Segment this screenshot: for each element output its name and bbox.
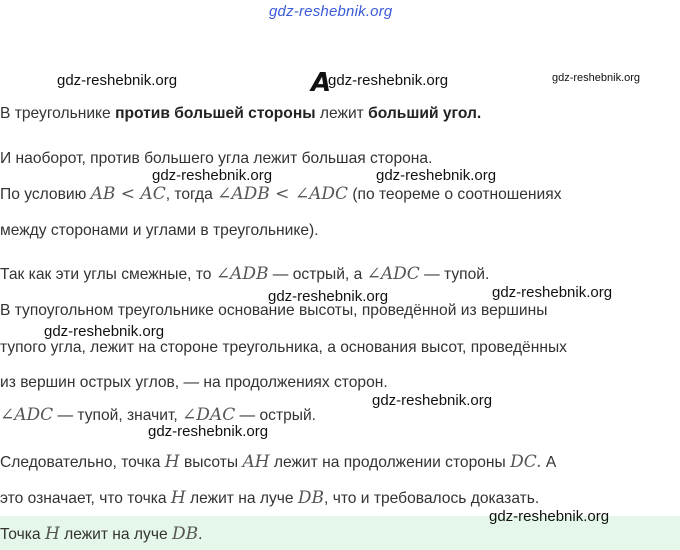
text: это означает, что точка (0, 490, 171, 507)
text: — острый. (235, 407, 317, 424)
watermark: gdz-reshebnik.org (148, 423, 269, 440)
math-expression: ∠ADC (0, 405, 54, 425)
watermark: gdz-reshebnik.org (328, 72, 449, 89)
paragraph-obtuse-3: из вершин острых углов, — на продолжениях сторон. (0, 374, 388, 391)
math-expression: ∠DAC (182, 405, 236, 425)
paragraph-converse: И наоборот, против большего угла лежит большая сторона. (0, 150, 433, 167)
math-expression: H (44, 524, 60, 544)
text: высоты (179, 454, 243, 471)
text: лежит (315, 105, 369, 122)
text: По условию (0, 186, 91, 203)
text: Следовательно, точка (0, 454, 165, 471)
paragraph-obtuse-1: В тупоугольном треугольнике основание высоты, проведённой из вершины (0, 302, 548, 319)
math-expression: DC. (510, 452, 542, 472)
text: Точка (0, 526, 45, 543)
paragraph-conclusion-1 (0, 452, 556, 473)
watermark: gdz-reshebnik.org (489, 508, 610, 525)
paragraph-adjacent (0, 264, 489, 285)
text: (по теореме о соотношениях (347, 186, 562, 203)
text: — тупой, значит, (53, 407, 183, 424)
math-expression: H (164, 452, 180, 472)
paragraph-rule (0, 104, 481, 124)
logo-letter: A (311, 68, 332, 98)
text: — острый, а (268, 266, 367, 283)
watermark: gdz-reshebnik.org (492, 284, 613, 301)
paragraph-conclusion-2 (0, 488, 539, 509)
watermark: gdz-reshebnik.org (57, 72, 178, 89)
text: В треугольнике (0, 105, 116, 122)
text: — тупой. (419, 266, 490, 283)
text: Так как эти углы смежные, то (0, 266, 216, 283)
watermark: gdz-reshebnik.org (552, 72, 641, 84)
watermark-top[interactable]: gdz-reshebnik.org (269, 3, 393, 20)
text: А (541, 454, 557, 471)
paragraph-obtuse-2: тупого угла, лежит на стороне треугольника, а основания высот, проведённых (0, 339, 567, 356)
watermark: gdz-reshebnik.org (376, 167, 497, 184)
watermark: gdz-reshebnik.org (152, 167, 273, 184)
bold-text: больший угол. (368, 105, 482, 122)
text: . (198, 526, 203, 543)
watermark: gdz-reshebnik.org (268, 288, 389, 305)
text: , что и требовалось доказать. (324, 490, 540, 507)
math-expression: ∠ADB < ∠ADC (217, 184, 348, 204)
math-expression: DB (171, 524, 199, 544)
bold-text: против большей стороны (115, 105, 316, 122)
paragraph-angles (0, 405, 316, 426)
math-expression: DB (297, 488, 325, 508)
text: лежит на продолжении стороны (269, 454, 511, 471)
watermark: gdz-reshebnik.org (372, 392, 493, 409)
text: лежит на луче (59, 526, 172, 543)
text: лежит на луче (185, 490, 298, 507)
paragraph-condition (0, 184, 562, 205)
math-expression: AB < AC (90, 184, 166, 204)
math-expression: H (170, 488, 186, 508)
answer-text (0, 524, 202, 545)
paragraph-condition-cont: между сторонами и углами в треугольнике). (0, 222, 319, 239)
math-expression: ∠ADB (215, 264, 269, 284)
math-expression: AH (242, 452, 270, 472)
watermark: gdz-reshebnik.org (44, 323, 165, 340)
math-expression: ∠ADC (366, 264, 420, 284)
text: , тогда (165, 186, 218, 203)
